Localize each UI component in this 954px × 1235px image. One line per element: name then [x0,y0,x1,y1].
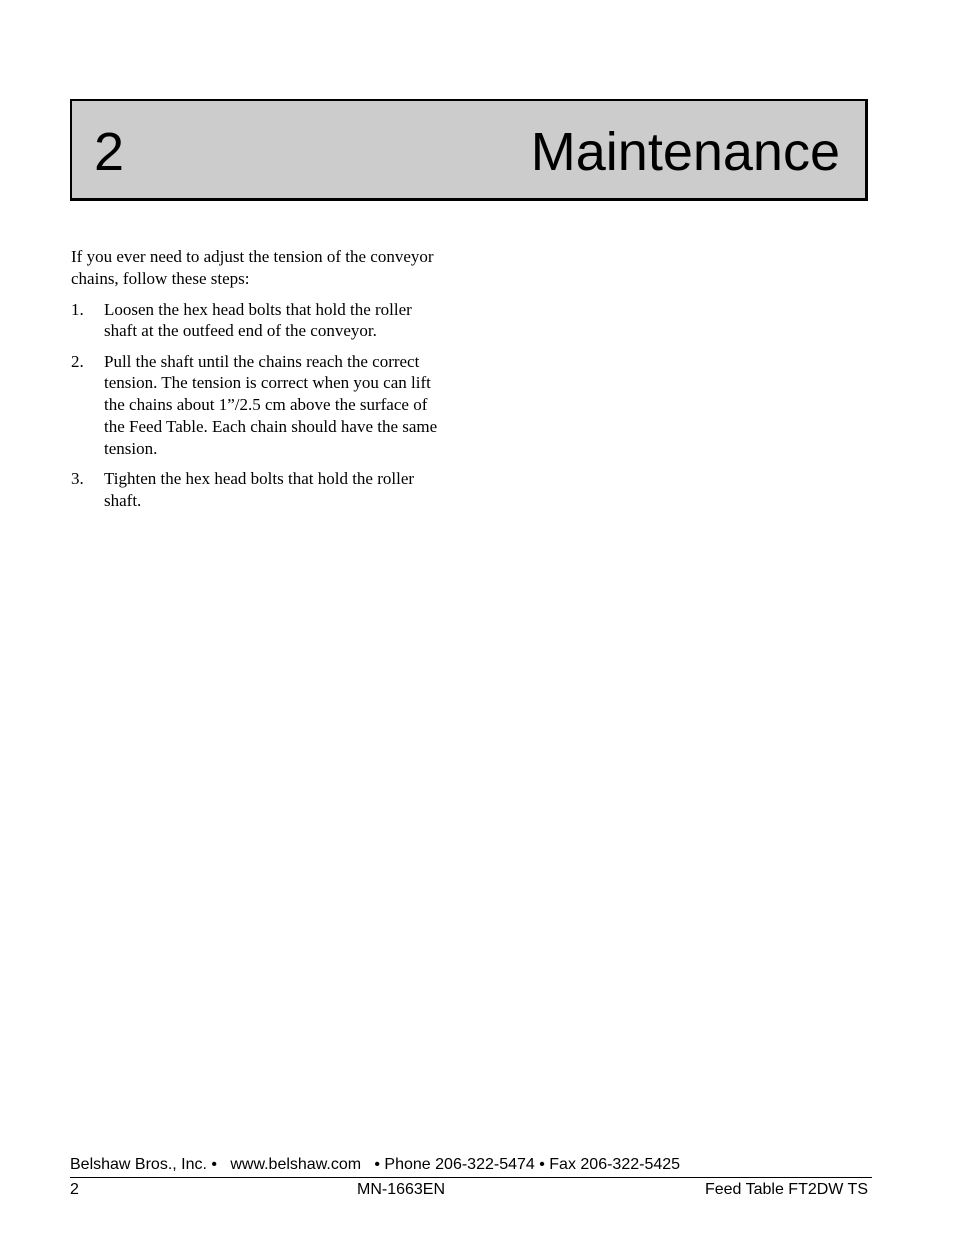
step-text: Loosen the hex head bolts that hold the roller shaft at the outfeed end of the conveyor. [104,299,412,341]
intro-paragraph: If you ever need to adjust the tension of the conveyor chains, follow these steps: [71,247,434,288]
main-content [71,246,443,520]
chapter-title: Maintenance [530,122,840,182]
list-item [71,468,443,512]
list-item [71,351,443,460]
step-number: 3. [71,469,84,489]
footer-contact: Belshaw Bros., Inc. • www.belshaw.com • Phone 206-322-5474 • Fax 206-322-5425 [70,1156,681,1173]
footer-divider [70,1177,872,1178]
step-text: Pull the shaft until the chains reach the correct tension. The tension is correct when you can lift the chains about 1”/2.5 cm above the surface of the Feed Table. Each chain should have the same tension. [104,351,438,458]
list-item [71,299,443,343]
page-number: 2 [70,1181,79,1198]
chapter-header [70,99,868,201]
document-number: MN-1663EN [357,1181,446,1198]
chapter-number: 2 [94,122,125,182]
steps-list [71,299,443,512]
step-text: Tighten the hex head bolts that hold the roller shaft. [104,469,415,510]
footer-bar [70,1180,868,1200]
step-number: 1. [71,299,84,319]
product-name: Feed Table FT2DW TS [704,1181,868,1198]
step-number: 2. [71,351,84,371]
